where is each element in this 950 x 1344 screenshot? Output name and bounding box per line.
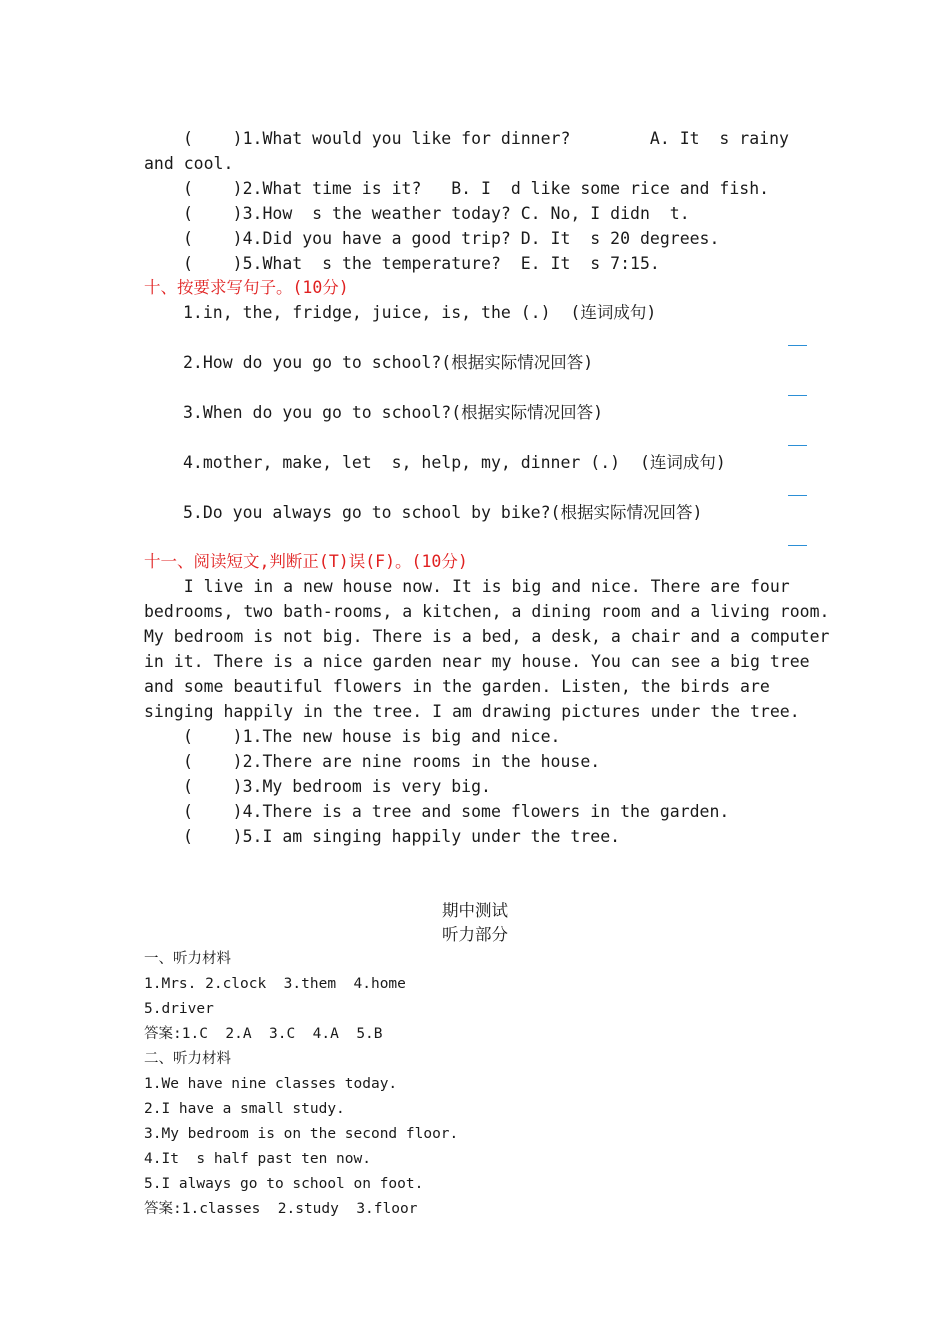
reading-passage-line: in it. There is a nice garden near my house. You can see a big tree bbox=[144, 652, 810, 671]
match-question-5: ( )5.What s the temperature? E. It s 7:15. bbox=[183, 254, 660, 273]
true-false-item-2: ( )2.There are nine rooms in the house. bbox=[183, 752, 601, 771]
answer-key-1: 答案:1.C 2.A 3.C 4.A 5.B bbox=[144, 1026, 383, 1042]
answer-blank-2 bbox=[788, 395, 807, 396]
midterm-subtitle: 听力部分 bbox=[442, 925, 508, 944]
listening-line: 5.driver bbox=[144, 1001, 214, 1017]
listening-line: 5.I always go to school on foot. bbox=[144, 1176, 424, 1192]
sentence-task-5: 5.Do you always go to school by bike?(根据实际情况回答) bbox=[183, 503, 703, 522]
answer-key-2: 答案:1.classes 2.study 3.floor bbox=[144, 1201, 418, 1217]
section-10-heading: 十、按要求写句子。(10分) bbox=[144, 278, 349, 297]
sentence-task-4: 4.mother, make, let s, help, my, dinner (.) (连词成句) bbox=[183, 453, 726, 472]
section-11-heading: 十一、阅读短文,判断正(T)误(F)。(10分) bbox=[144, 552, 468, 571]
reading-passage-line: bedrooms, two bath-rooms, a kitchen, a dining room and a living room. bbox=[144, 602, 830, 621]
reading-passage-line: My bedroom is not big. There is a bed, a desk, a chair and a computer bbox=[144, 627, 830, 646]
listening-line: 1.Mrs. 2.clock 3.them 4.home bbox=[144, 976, 406, 992]
sentence-task-2: 2.How do you go to school?(根据实际情况回答) bbox=[183, 353, 594, 372]
listening-line: 1.We have nine classes today. bbox=[144, 1076, 398, 1092]
reading-passage-line: and some beautiful flowers in the garden. Listen, the birds are bbox=[144, 677, 770, 696]
match-question-1-cont: and cool. bbox=[144, 154, 234, 173]
sentence-task-3: 3.When do you go to school?(根据实际情况回答) bbox=[183, 403, 604, 422]
true-false-item-5: ( )5.I am singing happily under the tree. bbox=[183, 827, 621, 846]
true-false-item-1: ( )1.The new house is big and nice. bbox=[183, 727, 561, 746]
true-false-item-4: ( )4.There is a tree and some flowers in the garden. bbox=[183, 802, 730, 821]
answer-blank-1 bbox=[788, 345, 807, 346]
sentence-task-1: 1.in, the, fridge, juice, is, the (.) (连词成句) bbox=[183, 303, 657, 322]
listening-line: 2.I have a small study. bbox=[144, 1101, 345, 1117]
match-question-2: ( )2.What time is it? B. I d like some rice and fish. bbox=[183, 179, 770, 198]
answer-blank-4 bbox=[788, 495, 807, 496]
match-question-3: ( )3.How s the weather today? C. No, I didn t. bbox=[183, 204, 690, 223]
listening-heading-1: 一、听力材料 bbox=[144, 951, 231, 967]
answer-blank-3 bbox=[788, 445, 807, 446]
listening-line: 4.It s half past ten now. bbox=[144, 1151, 371, 1167]
match-question-4: ( )4.Did you have a good trip? D. It s 20 degrees. bbox=[183, 229, 720, 248]
listening-heading-2: 二、听力材料 bbox=[144, 1051, 231, 1067]
midterm-title: 期中测试 bbox=[442, 901, 508, 920]
match-question-1: ( )1.What would you like for dinner? A. It s rainy bbox=[183, 129, 789, 148]
reading-passage-line: I live in a new house now. It is big and nice. There are four bbox=[144, 577, 790, 596]
reading-passage-line: singing happily in the tree. I am drawing pictures under the tree. bbox=[144, 702, 800, 721]
listening-line: 3.My bedroom is on the second floor. bbox=[144, 1126, 459, 1142]
true-false-item-3: ( )3.My bedroom is very big. bbox=[183, 777, 491, 796]
answer-blank-5 bbox=[788, 545, 807, 546]
